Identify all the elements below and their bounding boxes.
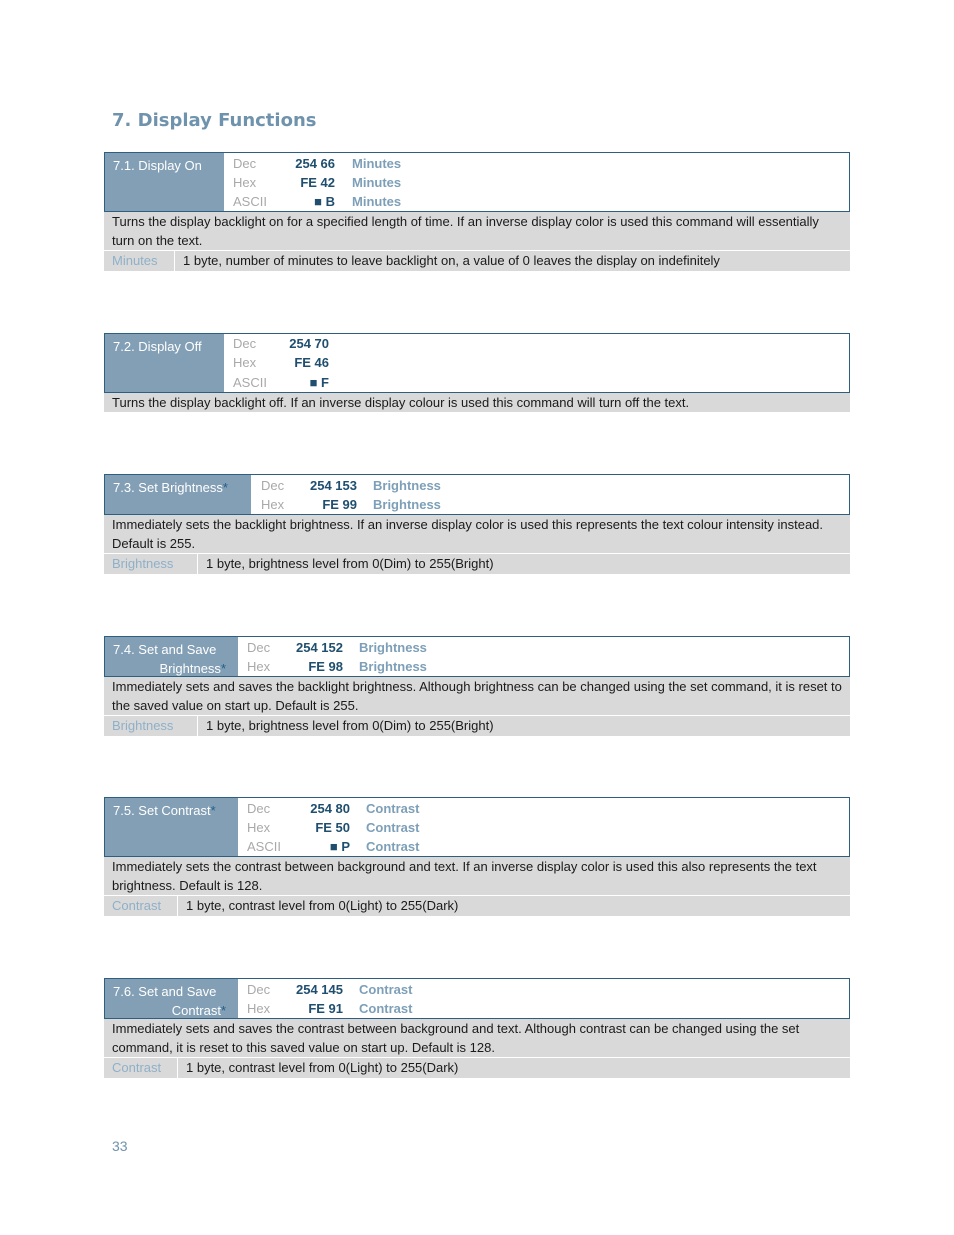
code-param: Brightness <box>359 659 427 674</box>
parameter-row <box>104 716 850 736</box>
command-title-text: 7.6. Set and Save <box>113 984 217 999</box>
command-title <box>105 979 238 1018</box>
command-description: Immediately sets the contrast between background and text. If an inverse display color is used this also represents the text brightness. Default is 128. <box>104 857 850 896</box>
code-value: 254 152 <box>296 640 343 655</box>
command-title-line2 <box>113 659 238 678</box>
parameter-description: 1 byte, contrast level from 0(Light) to 255(Dark) <box>186 1060 459 1075</box>
code-value: 254 66 <box>295 156 335 171</box>
command-header <box>104 474 850 515</box>
code-label: ASCII <box>233 194 267 209</box>
code-label: Dec <box>247 982 271 997</box>
code-label: Hex <box>247 820 271 835</box>
command-description: Immediately sets and saves the contrast between background and text. Although contrast can be changed using the set command, it is reset to this saved value on start up. Default is 128. <box>104 1019 850 1058</box>
command-title <box>105 153 224 211</box>
command-title-text: 7.4. Set and Save <box>113 642 217 657</box>
parameter-row <box>104 896 850 916</box>
code-param: Minutes <box>352 156 402 171</box>
code-value: 254 80 <box>310 801 350 816</box>
command-display-off <box>104 333 850 413</box>
parameter-name: Brightness <box>112 556 174 571</box>
code-param: Contrast <box>366 839 420 854</box>
command-description: Immediately sets the backlight brightness. If an inverse display color is used this represents the text colour intensity instead. Default is 255. <box>104 515 850 554</box>
command-title <box>105 637 238 676</box>
code-value: FE 99 <box>322 497 357 512</box>
code-value: 254 153 <box>310 478 357 493</box>
nonvolatile-marker: * <box>220 661 226 676</box>
command-description: Turns the display backlight off. If an inverse display colour is used this command will turn off the text. <box>104 393 850 413</box>
parameter-row <box>104 1058 850 1078</box>
code-param: Brightness <box>373 478 441 493</box>
parameter-divider <box>177 1058 178 1078</box>
code-value: ■ P <box>329 839 350 854</box>
nonvolatile-marker: * <box>222 480 228 495</box>
command-header <box>104 797 850 857</box>
nonvolatile-marker: * <box>220 1003 226 1018</box>
parameter-description: 1 byte, contrast level from 0(Light) to 255(Dark) <box>186 898 459 913</box>
command-save-brightness <box>104 636 850 736</box>
code-value: 254 70 <box>289 336 329 351</box>
code-param: Contrast <box>359 982 413 997</box>
code-param: Contrast <box>359 1001 413 1016</box>
code-label: ASCII <box>247 839 281 854</box>
page-number: 33 <box>112 1138 128 1154</box>
command-title <box>105 334 224 392</box>
parameter-name: Contrast <box>112 898 162 913</box>
parameter-name: Minutes <box>112 253 158 268</box>
code-label: Hex <box>233 355 257 370</box>
parameter-row <box>104 251 850 271</box>
code-label: ASCII <box>233 375 267 390</box>
command-title-text: 7.1. Display On <box>113 158 202 173</box>
code-label: Hex <box>247 1001 271 1016</box>
command-header <box>104 636 850 677</box>
code-label: Hex <box>247 659 271 674</box>
command-title-text-2: Brightness <box>159 661 221 676</box>
code-value: FE 42 <box>300 175 335 190</box>
command-save-contrast <box>104 978 850 1078</box>
code-param: Minutes <box>352 194 402 209</box>
code-value: ■ F <box>309 375 329 390</box>
parameter-name: Contrast <box>112 1060 162 1075</box>
command-header <box>104 152 850 212</box>
code-param: Minutes <box>352 175 402 190</box>
code-param: Brightness <box>373 497 441 512</box>
command-header <box>104 333 850 393</box>
command-description: Immediately sets and saves the backlight brightness. Although brightness can be changed using the set command, it is reset to the saved value on start up. Default is 255. <box>104 677 850 716</box>
command-set-contrast <box>104 797 850 916</box>
section-heading: 7. Display Functions <box>112 110 317 131</box>
code-param: Brightness <box>359 640 427 655</box>
parameter-name: Brightness <box>112 718 174 733</box>
code-value: ■ B <box>314 194 335 209</box>
command-title-text: 7.2. Display Off <box>113 339 202 354</box>
command-set-brightness <box>104 474 850 574</box>
command-title <box>105 798 238 856</box>
command-display-on <box>104 152 850 271</box>
parameter-description: 1 byte, brightness level from 0(Dim) to 255(Bright) <box>206 718 494 733</box>
nonvolatile-marker: * <box>210 803 216 818</box>
code-value: 254 145 <box>296 982 343 997</box>
code-value: FE 46 <box>294 355 329 370</box>
parameter-divider <box>174 251 175 271</box>
code-label: Dec <box>261 478 285 493</box>
command-title-text-2: Contrast <box>171 1003 221 1018</box>
command-title <box>105 475 251 514</box>
command-title-text: 7.3. Set Brightness <box>113 480 223 495</box>
command-title-line2 <box>113 1001 238 1020</box>
parameter-description: 1 byte, brightness level from 0(Dim) to 255(Bright) <box>206 556 494 571</box>
parameter-row <box>104 554 850 574</box>
command-title-text: 7.5. Set Contrast <box>113 803 211 818</box>
code-label: Dec <box>247 640 271 655</box>
parameter-divider <box>177 896 178 916</box>
code-label: Dec <box>233 336 257 351</box>
command-description: Turns the display backlight on for a specified length of time. If an inverse display color is used this command will essentially turn on the text. <box>104 212 850 251</box>
code-param: Contrast <box>366 801 420 816</box>
code-label: Dec <box>247 801 271 816</box>
command-header <box>104 978 850 1019</box>
parameter-description: 1 byte, number of minutes to leave backlight on, a value of 0 leaves the display on indefinitely <box>183 253 720 268</box>
code-value: FE 98 <box>308 659 343 674</box>
code-param: Contrast <box>366 820 420 835</box>
code-label: Hex <box>261 497 285 512</box>
code-label: Dec <box>233 156 257 171</box>
parameter-divider <box>197 554 198 574</box>
code-value: FE 50 <box>315 820 350 835</box>
code-value: FE 91 <box>308 1001 343 1016</box>
parameter-divider <box>197 716 198 736</box>
code-label: Hex <box>233 175 257 190</box>
